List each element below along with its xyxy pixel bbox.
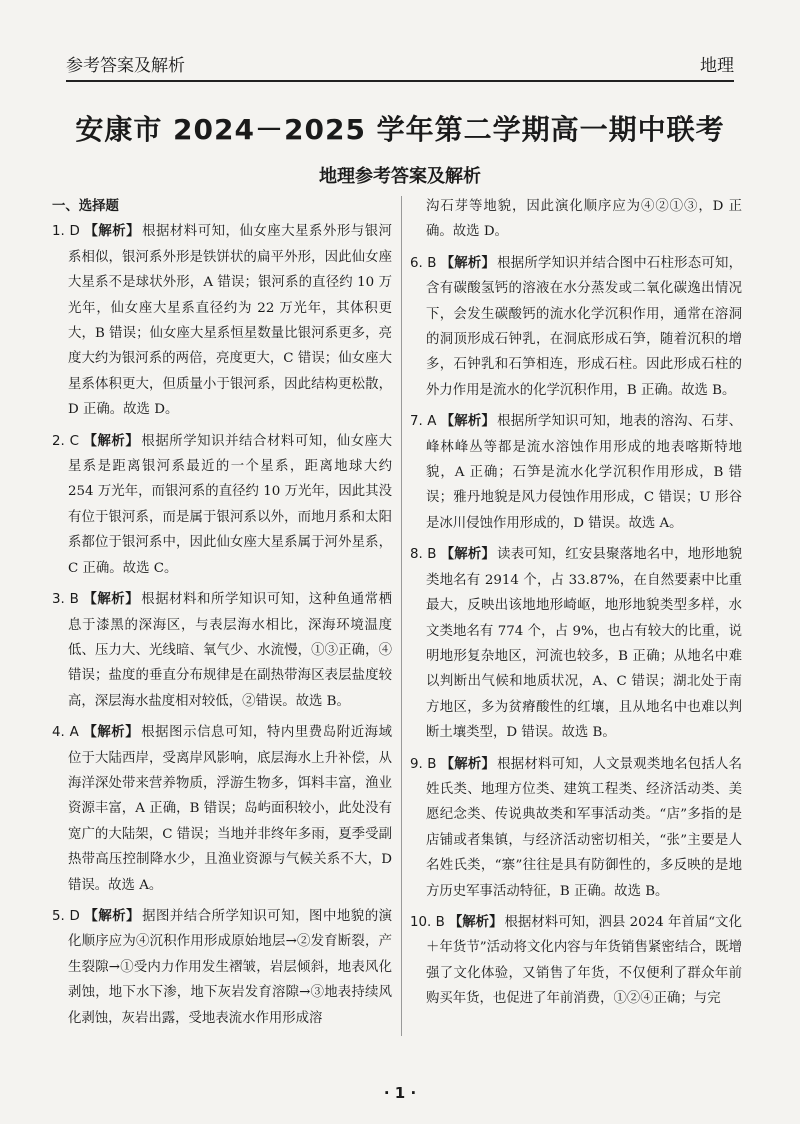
question-number: 5. D (52, 908, 80, 924)
analysis-tag: 【解析】 (82, 433, 140, 449)
analysis-tag: 【解析】 (83, 908, 141, 924)
analysis-tag: 【解析】 (440, 547, 496, 563)
analysis-tag: 【解析】 (83, 224, 141, 240)
question-text: 根据材料可知，人文景观类地名包括人名姓氏类、地理方位类、建筑工程类、经济活动类、美愿纪念类、传说典故类和军事活动类。“店”多指的是店铺或者集镇，与经济活动密切相关，“张”主要是人名姓氏类，“寨”往往是具有防御性的，多反映的是地方历史军事活动特征，B 正确。故选 B。 (426, 756, 742, 899)
analysis-tag: 【解析】 (440, 414, 496, 430)
question-text: 根据图示信息可知，特内里费岛附近海域位于大陆西岸，受离岸风影响，底层海水上升补偿，从海洋深处带来营养物质，浮游生物多，饵料丰富，渔业资源丰富，A 正确，B 错误；岛屿面积较小，此处没有宽广的大陆架，C 错误；当地并非终年多雨，夏季受副热带高压控制降水少，且渔业资源与气候关系不大，D 错误。故选 A。 (68, 725, 393, 893)
question-number: 3. B (52, 592, 79, 608)
question-text: 根据所学知识并结合材料可知，仙女座大星系是距离银河系最近的一个星系，距离地球大约 254 万光年，而银河系的直径约 10 万光年，因此其没有位于银河系，而是属于银河系以外，而地月系和太阳系都位于银河系中，因此仙女座大星系属于河外星系，C 正确。故选 C。 (68, 433, 393, 576)
section-heading: 一、选择题 (52, 199, 119, 214)
question-number: 6. B (410, 255, 437, 271)
question-number: 10. B (410, 914, 445, 930)
question-4 (52, 720, 392, 898)
question-number: 1. D (52, 224, 80, 240)
question-text: 根据材料可知，仙女座大星系外形与银河系相似，银河系外形是铁饼状的扁平外形，因此仙女座大星系不是球状外形，A 错误；银河系的直径约 10 万光年，仙女座大星系直径约为 22 万光年，其体积更大，B 错误；仙女座大星系恒星数量比银河系更多，亮度大约为银河系的两倍，亮度更大，C 错误；仙女座大星系体积更大，但质量小于银河系，因此结构更松散，D 正确。故选 D。 (68, 224, 393, 418)
question-number: 9. B (410, 756, 437, 772)
question-text: 沟石芽等地貌，因此演化顺序应为④②①③，D 正确。故选 D。 (426, 199, 742, 240)
page-header (66, 44, 734, 82)
question-text: 根据材料和所学知识可知，这种鱼通常栖息于漆黑的深海区，与表层海水相比，深海环境温度低、压力大、光线暗、氧气少、水流慢，①③正确，④错误；盐度的垂直分布规律是在副热带海区表层盐度较高，深层海水盐度相对较低，②错误。故选 B。 (68, 592, 393, 709)
analysis-tag: 【解析】 (82, 725, 140, 741)
question-text: 根据所学知识可知，地表的溶沟、石芽、峰林峰丛等都是流水溶蚀作用形成的地表喀斯特地貌，A 正确；石笋是流水化学沉积作用形成，B 错误；雅丹地貌是风力侵蚀作用形成，C 错误；U 形谷是冰川侵蚀作用形成的，D 错误。故选 A。 (426, 414, 743, 531)
analysis-tag: 【解析】 (440, 756, 496, 772)
question-7 (410, 409, 742, 536)
question-9 (410, 752, 742, 904)
question-text: 据图并结合所学知识可知，图中地貌的演化顺序应为④沉积作用形成原始地层→②发育断裂，产生裂隙→①受内力作用发生褶皱，岩层倾斜，地表风化剥蚀，地下水下渗，地下灰岩发育溶隙→③地表持续风化剥蚀，灰岩出露，受地表流水作用形成溶 (68, 908, 393, 1026)
question-10 (410, 910, 742, 1012)
question-2 (52, 429, 392, 581)
right-column (410, 194, 742, 1018)
question-text: 根据所学知识并结合图中石柱形态可知，含有碳酸氢钙的溶液在水分蒸发或二氧化碳逸出情况下，会发生碳酸钙的流水化学沉积作用，通常在溶洞的洞顶形成石钟乳，在洞底形成石笋，随着沉积的增多，石钟乳和石笋相连，形成石柱。因此形成石柱的外力作用是流水的化学沉积作用，B 正确。故选 B。 (426, 255, 742, 398)
analysis-tag: 【解析】 (440, 255, 496, 271)
question-5-continued (410, 194, 742, 245)
question-text: 读表可知，红安县聚落地名中，地形地貌类地名有 2914 个，占 33.87%，在自然要素中比重最大，反映出该地地形崎岖，地形地貌类型多样，水文类地名有 774 个，占 9%，也占有较大的比重，说明地形复杂地区，河流也较多，B 正确；从地名中难以判断出气候和地质状况，A、C 错误；湖北处于南方地区，多为贫瘠酸性的红壤，且从地名中也难以判断土壤类型，D 错误。故选 B。 (426, 547, 742, 741)
question-3 (52, 587, 392, 714)
question-8 (410, 542, 742, 745)
question-number: 2. C (52, 433, 79, 449)
question-text: 根据材料可知，泗县 2024 年首届“文化＋年货节”活动将文化内容与年货销售紧密结合，既增强了文化体验，又销售了年货，不仅便利了群众年前购买年货，也促进了年前消费，①②④正确；与完 (426, 914, 743, 1007)
page-title: 安康市 2024－2025 学年第二学期高一期中联考 (75, 113, 725, 146)
question-6 (410, 251, 742, 403)
question-number: 8. B (410, 547, 437, 563)
page-subtitle: 地理参考答案及解析 (319, 166, 481, 187)
question-1 (52, 219, 392, 422)
question-5 (52, 904, 392, 1031)
column-divider (401, 196, 402, 1036)
question-number: 7. A (410, 414, 437, 430)
question-number: 4. A (52, 725, 79, 741)
left-column (52, 194, 392, 1037)
header-left: 参考答案及解析 (66, 56, 185, 76)
page-number: · 1 · (383, 1084, 417, 1102)
header-right: 地理 (700, 56, 734, 76)
analysis-tag: 【解析】 (82, 592, 140, 608)
analysis-tag: 【解析】 (448, 914, 503, 930)
